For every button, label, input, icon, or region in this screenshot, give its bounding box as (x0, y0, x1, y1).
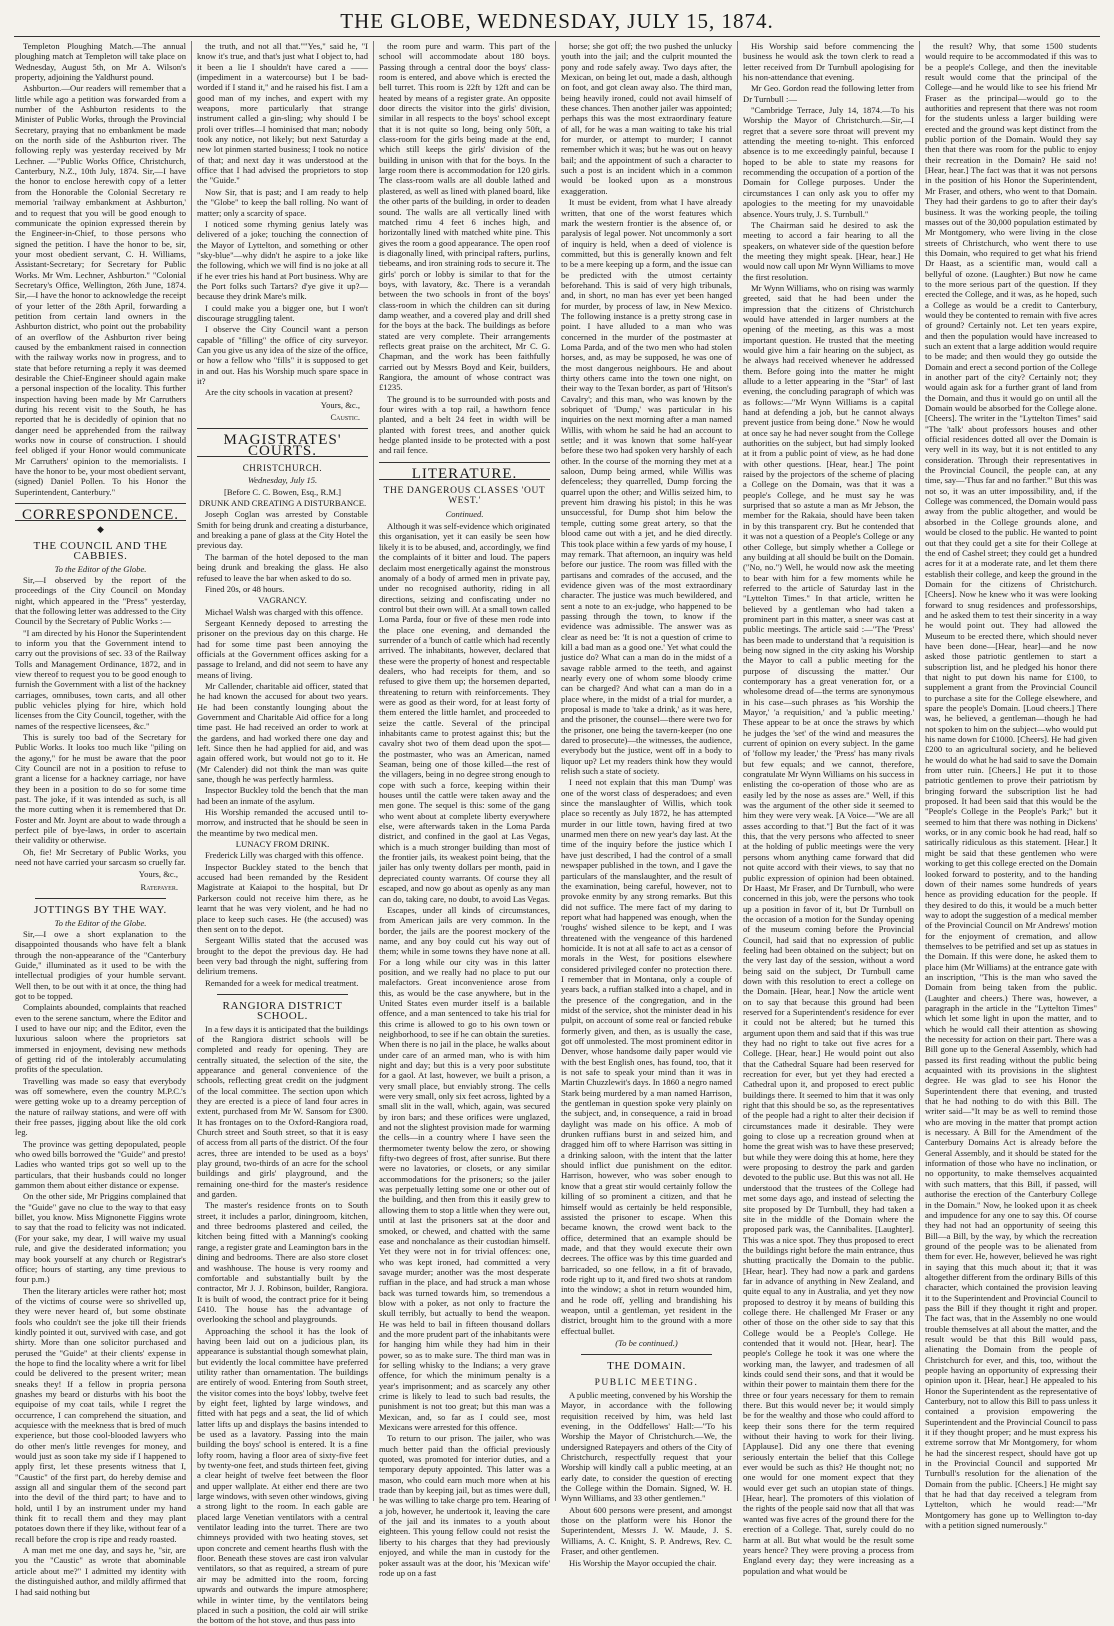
court-place: CHRISTCHURCH. (242, 463, 323, 474)
column-6 (920, 41, 1102, 1531)
divider (217, 994, 348, 995)
column-4 (556, 41, 738, 1568)
paragraph: In a few days it is anticipated that the buildings of the Rangiora district schools will be completed and ready for opening. They are centrally situated, the selection of the site, the appearance and general convenience of the schools, reflecting great credit on the judgment of the local committee. The section upon which they are erected is a piece of land four acres in extent, purchased from Mr W. Sansom for £300. It has frontages on to the Oxford-Rangiora road, Church street and South street, so that it is easy of access from all parts of the district. Of the four acres, three are intended to be used as a boys' play ground, two-thirds of an acre for the school buildings and girls' playground, and the remaining one-third for the master's residence and garden. (197, 1023, 368, 1200)
paragraph: His Worship said before commencing the business he would ask the town clerk to read a letter received from Dr Turnbull apologising for his non-attendance that evening. (743, 41, 914, 83)
column-1 (10, 41, 192, 1597)
court-before: [Before C. C. Bowen, Esq., R.M.] (224, 486, 341, 497)
letter-title: JOTTINGS BY THE WAY. (34, 904, 167, 917)
paragraph: Mr Wynn Williams, who on rising was warmly greeted, said that he had been under the impression that the citizens of Christchurch would have attended in larger numbers at the opening of the meeting, as this was a most important question. He trusted that the meeting would give him a fair hearing on the subject, as he always had received whenever he addressed them. Before going into the matter he might allude to a letter appearing in the "Star" of last evening, the concluding paragraph of which was as follows:—"Mr Wynn Williams is a capital hand at defending a job, but he cannot always prevent justice from being done." Now he would at once say he had never sought from the College authorities on the subject, but had simply looked at it from a public point of view, as he had done with other questions. [Hear, hear.] The point raised by the projectors of the scheme of placing a College on the Domain, was that it was a people's College, and he must say he was surprised that so astute a man as Mr Jebson, the member for the Rakaia, should have been taken in by this transparent cry. But he contended that it was not a question of a People's College or any other College, but simply whether a College or any building at all should be built on the Domain. ("No, no.") Well, he would now ask the meeting to bear with him for a few moments while he referred to the article of Saturday last in the "Lyttelton Times." In that article, written he believed by a gentleman who had taken a prominent part in this matter, a sneer was cast at public meetings. The article said :—"The 'Press' has been made to understand that 'a requisition is being now signed in the city asking his Worship the Mayor to call a public meeting for the purpose of discussing the matter.' Our contemporary has a great veneration for, or a wholesome dread of—the terms are synonymous in his case—such phrases as 'his Worship the Mayor,' 'a requisition,' and 'a public meeting.' These appear to be at once the straws by which he judges the 'set' of the wind and measures the current of opinion on every subject. In the game of 'follow my leader,' the 'Press' has many rivals but few equals; and we cannot, therefore, congratulate Mr Wynn Williams on his success in enlisting the co-operation of those who are as easily led by the nose as asses are." Well, if this was the argument of the other side it seemed to him they were very weak. [A Voice—"We are all asses according to that."] But the fact of it was this, that the very persons who affected to sneer at the holding of public meetings were the very persons whom anything came forward that did not quite accord with their views, to say that no public expression of opinion had been obtained. Dr Haast, Mr Fraser, and Dr Turnbull, who were concerned in this job, were the persons who took up a position in favor of it, but Dr Turnbull on the occasion of a motion for the Sunday opening of the museum coming before the Provincial Council, had said that no expression of public feeling had been obtained on the subject; but on the very last day of the session, without a word being said on the subject, Dr Turnbull came down with this resolution to erect a college on the Domain. [Hear, hear.] Now the article went on to say that because this ground had been reserved for a Superintendent's residence for ever it could not be altered; but he turned this argument upon them and said that if this was true they had no right to take out five acres for a College. [Hear, hear.] He would point out also that the Cathedral Square had been reserved for recreation for ever, but yet they had erected a Cathedral upon it, and proposed to erect public buildings there. It seemed to him that it was only right that this should be so, as the representatives of the people had a right to alter their decision if circumstances made it desirable. They were going to close up a recreation ground when at home the great wish was to have these preserved; but while they were doing this at home, here they were proposing to destroy the park and garden devoted to the public use. But this was not all. He understood that the trustees of the College had met some days ago, and instead of selecting the site proposed by Dr Turnbull, they had taken a site in the middle of the Domain where the proposed park was, the Cannibalites. [Laughter]. This was a nice spot. They thus proposed to erect the buildings right before the main entrance, thus shutting practically the Domain to the public. [Hear, hear]. They had now a park and gardens far in advance of anything in New Zealand, and quite equal to any in Australia, and yet they now proposed to destroy it by means of building this college there. He challenged Mr Fraser or any other of those on the other side to say that this College would be a People's College. He contended that it would not. [Hear, hear]. The people's College he took it was one where the working man, the lawyer, and tradesmen of all kinds could send their sons, and that it would be within their power to maintain them there for the three or four years necessary for them to remain there. But this would never be; it would simply be for the wealthy and those who could afford to keep their sons there for the term required without their having to work for their living. [Applause]. Did any one there that evening seriously entertain the belief that this College ever would be such as this? He thought not; no one would for one moment expect that they would ever get such an utopian state of things. [Hear, hear]. The promoters of this violation of the rights of the people said now that all that was wanted was five acres of the ground there for the erection of a College. That, surely could do no harm at all. But what would be the result some years hence? They were proving a process from England every day; they were increasing as a population and what would be (743, 282, 914, 1576)
paragraph: Sergeant Kennedy deposed to arresting the prisoner on the previous day on this charge. He had for some time past been annoying the officials at the Government offices asking for a passage to Ireland, and did not seem to have any means of living. (197, 617, 368, 680)
paragraph: Escapes, under all kinds of circumstances, from American jails are very common. In the border, the jails are the poorest mockery of the name, and any boy could cut his way out of them; while in some towns they have none at all. For a long while our city was in this latter position, and we really had no place to put our malefactors. Great inconvenience arose from this, as would be the case anywhere, but in the United States even murder itself is a bailable offence, and a man sentenced to take his trial for this crime is allowed to go to his own town or neighborhood, to see if he can obtain the sureties. When there is no jail in the place, he walks about under care of an armed man, who is with him night and day; but this is a very poor substitute for a gaol. At last, however, we built a prison, a very small place, but enviably strong. The cells were very small, only six feet across, lighted by a small slit in the wall, which, again, was secured by iron bars; and these orifices were unglazed, and not the slightest provision made for warming the cells—in a country where I have seen the thermometer twenty below the zero, or showing fifty-two degrees of frost, after sunrise. But there were no lavatories, or closets, or any similar accommodations for the prisoners; so the jailer was perpetually letting some one or other out of the building, and then from this it easily grew to allowing them to stop a little when they were out, until at last the prisoners sat at the door and smoked, or chewed, and chatted with the same ease and nonchalance as their custodian himself. Yet they were not in for trivial offences: one, who was kept ironed, had committed a very savage murder; another was the most desperate ruffian in the place, and had struck a man whose back was turned towards him, so tremendous a blow with a poker, as not only to fracture the skull terribly, but actually to bend the weapon. He was held to bail in fifteen thousand dollars and the more prudent part of the inhabitants were for hanging him while they had him in their power, so as to make sure. The third man was in for selling whisky to the Indians; a very grave offence, for which the minimum penalty is a year's imprisonment; and as scarcely any other crime is likely to lead to such bad results, the punishment is not too great; but this man was a Mexican, and, so far as I could see, most Mexicans were arrested for this offence. (379, 904, 550, 1433)
masthead: THE GLOBE, WEDNESDAY, JULY 15, 1874. (14, 6, 1100, 37)
section-heading-literature: LITERATURE. (379, 462, 550, 480)
paragraph: His Worship remanded the accused until to-morrow, and instructed that he should be seen in the meantime by two medical men. (197, 807, 368, 838)
paragraph: Sir,—I owe a short explanation to the disappointed thousands who have felt a blank through the non-appearance of the "Canterbury Guide," illuminated as it used to be with the intellectual prodigies of your humble servant. Well then, to be out with it at once, the thing had got to be topped. (15, 928, 186, 1001)
case-heading: LUNACY FROM DRINK. (235, 839, 330, 850)
paragraph: I noticed some rhyming genius lately was delivered of a joke; touching the connection of the Mayor of Lyttelton, and something or other "sky-blue"—why didn't he aspire to a joke like the following, which we will find is no joke at all if he ever tries his hand at Port business. Why are the Port folks such Tartars? d'ye give it up?—because they drink Mare's milk. (197, 218, 368, 302)
paragraph: The barman of the hotel deposed to the man being drunk and breaking the glass. He also refused to leave the bar when asked to do so. (197, 551, 368, 583)
divider (581, 1354, 712, 1355)
paragraph: I need not explain that this man 'Dump' was one of the worst class of desperadoes; and even since the manslaughter of Willis, which took place so recently as July 1872, he has attempted murder in our little town, having fired at two unarmed men there on new year's day last. At the time of the inquiry before the justice which I have just described, I had the control of a small newspaper published in the town, and I gave the particulars of the manslaughter, and the result of the examination, being careful, however, not to provoke enmity by any strong remarks. But this did not suffice. The mere fact of my daring to report what had happened was enough, when the 'roughs' wished silence to be kept, and I was threatened with the vengeance of this hardened homicide. It is not at all safe to act as a censor of morals in the West, for positions elsewhere considered privileged confer no protection there. I remember that in Montana, only a couple of years back, a ruffian stalked into a chapel, and in the presence of the congregation, and in the midst of the service, shot the minister dead in his pulpit, on account of some real or fancied rebuke formerly given, and then, as is usually the case, got off unmolested. The most prominent editor in Denver, whose handsome daily paper would vie with the best English ones, has found, too, that it is not safe to speak your mind than it was in Martin Chuzzlewit's days. In 1860 a negro named Stark being murdered by a man named Harrison, the gentleman in question spoke very plainly on the subject, and, in consequence, a raid in broad daylight was made on his office. A mob of drunken ruffians burst in and seized him, and dragged him off to where Harrison was sitting in a drinking saloon, with the intent that the latter should inflict due punishment on the editor. Harrison, however, who was sober enough to know that a great stir would certainly follow the killing of so prominent a citizen, and that he himself would as certainly be held responsible, assisted the prisoner to escape. When this became known, the crowd went back to the office, determined that an example should be made, and that they would execute their own decrees. The office was by this time guarded and barricaded, so one fellow, in a fit of bravado, rode right up to it, and fired two shots at random into the window; a shot in return wounded him, and he rode off, yelling and brandishing his weapon, until a gentleman, yet resident in the district, brought him to the ground with a more effectual bullet. (561, 777, 732, 1336)
paragraph: "I am directed by his Honor the Superintendent to inform you that the Government intend to carry out the provisions of sec. 33 of the Railway Tolls and Management Ordinance, 1872, and in view thereof to request you to be good enough to furnish the Government with a list of the hackney carriages, omnibuses, town carts, and all other public vehicles plying for hire, which hold licenses from the City Council, together, with the names of the respective licensees, &c." (15, 627, 186, 731)
paragraph: Sergeant Willis stated that the accused was brought to the depot the previous day. He had been very bad through the night, suffering from delirium tremens. (197, 935, 368, 977)
letter-salutation: To the Editor of the Globe. (54, 917, 147, 928)
paragraph: the room pure and warm. This part of the school will accommodate about 180 boys. Passing through a central door the boys' class-room is entered, and above which is erected the bell turret. This room is 22ft by 12ft and can be heated by means of a register grate. An opposite door directs the visitor into the girls' division, similar in all respects to the boys' school except that it is not quite so long, being only 50ft, a class-room for the girls being made at the end, which still keeps the girls' division of the building in unison with that for the boys. In the large room there is accommodation for 120 girls. The class-room walls are all double lathed and plastered, as well as lined with planed board, like the other parts of the building, in order to deaden sound. The walls are all vertically lined with matched rimu 4 feet 6 inches high, and horizontally lined with matched white pine. This gives the room a good appearance. The open roof is diagonally lined, with principal rafters, purlins, tiebeams, and iron straining rods to secure it. The girls' porch or lobby is similar to that for the boys, with lavatory, &c. There is a verandah between the two schools in front of the boys' class-room in which the children can sit during damp weather, and a covered play and drill shed for the boys at the back. The buildings as before stated are very complete. Their arrangements reflects great praise on the architect, Mr C. G. Chapman, and the work has been faithfully carried out by Messrs Boyd and Keir, builders, Rangiora, the amount of whose contract was £1235. (379, 41, 550, 393)
divider (35, 898, 166, 899)
paragraph: The Chairman said he desired to ask the meeting to accord a fair hearing to all the speakers, on whatever side of the question before the meeting they might speak. [Hear, hear.] He would now call upon Mr Wynn Williams to move the first resolution. (743, 219, 914, 282)
paragraph: horse; she got off; the two pushed the unlucky youth into the jail; and the culprit mounted the pony and rode safely away. Two days after, the Mexican, on being let out, made a dash, although on foot, and got clean away also. The third man, being heavily ironed, could not avail himself of these chances. Then another jailer was appointed; perhaps this was the most extraordinary feature of all, for he was a man waiting to take his trial for murder, or attempt to murder; I cannot remember which it was; but he was out on heavy bail; and the appointment of such a character to such a post is an incident which in a common would be looked upon as a monstrous exaggeration. (561, 41, 732, 196)
paragraph: I observe the City Council want a person capable of "filling" the office of city surveyor. Can you give us any idea of the size of the office, or how a fellow who "fills" it is supposed to get in and out. Has his Worship much spare space in it? (197, 324, 368, 386)
paragraph: Michael Walsh was charged with this offence. (205, 606, 364, 617)
paragraph: The ground is to be surrounded with posts and four wires with a top rail, a hawthorn fence planted, and a belt 24 feet in width will be planted with forest trees, and another quick hedge planted inside to be protected with a post and rail fence. (379, 393, 550, 456)
column-3 (374, 41, 556, 1578)
letter-salutation: To the Editor of the Globe. (54, 563, 147, 574)
paragraph: I could make you a bigger one, but I won't discourage struggling talent. (197, 302, 368, 323)
section-heading-magistrates: MAGISTRATES' COURTS. (197, 428, 368, 457)
paragraph: A man met me one day, and says he, "sir, are you the "Caustic" as wrote that abominable article about me?" I admitted my identity with the distinguished author, and mildly affirmed that I had said nothing but (15, 1545, 186, 1597)
paragraph: The master's residence fronts on to South street, it includes a parlor, diningroom, kitchen, and three bedrooms plastered and ceiled, the kitchen being fitted with a Manning's cooking range, a register grate and Leamington bars in the dining and bedrooms. There are also store closet and washhouse. The house is very roomy and comfortable and substantially built by the contractor, Mr J. J. Robinson, builder, Rangiora. It is built of wood, the contract price for it being £410. The house has the advantage of overlooking the school and playgrounds. (197, 1200, 368, 1325)
section-heading-correspondence: CORRESPONDENCE. (15, 503, 186, 521)
letter-title: THE COUNCIL AND THE CABBIES. (33, 539, 168, 563)
case-heading: VAGRANCY. (258, 595, 307, 606)
subheading-public-meeting: PUBLIC MEETING. (594, 1377, 699, 1388)
continued-label: Continued. (445, 508, 484, 519)
paragraph: Mr Geo. Gordon read the following letter from Dr Turnbull :— (743, 83, 914, 104)
ornament: ◆ (97, 524, 104, 535)
paragraph: Mr Callender, charitable aid officer, stated that he had known the accused for about two years. He had been constantly lounging about the Government and Charitable Aid office for a long time past. He had received an order to work at the gardens, and had worked there one day and left. Since then he had applied for aid, and was again offered work, but would not go to it. He (Mr Calender) did not think the man was quite sane, though he was perfectly harmless. (197, 680, 368, 785)
paragraph: This is surely too bad of the Secretary for Public Works. It looks too much like "piling on the agony," for he must be aware that the poor City Council are not in a position to refuse to grant a license for a hackney carriage, nor have they been in a position to do so for some time past. The joke, if it was intended as such, is all the more cutting when it is remembered that Dr. Foster and Mr. Joynt are about to wade through a perfect pile of bye-laws, in order to ascertain their validity or otherwise. (15, 732, 186, 846)
paragraph: Fined 20s, or 48 hours. (205, 583, 285, 594)
paragraph: Approaching the school it has the look of having been laid out on a judicious plan, its appearance is substantial though somewhat plain, but evidently the local committee have preferred utility rather than ornamentation. The buildings are entirely of wood. Entering from South street, the visitor comes into the boys' lobby, twelve feet by eight feet, lighted by large windows, and fitted with hat pegs and a seat, the lid of which latter lifts up and displays the basins intended to be used as a lavatory. Passing into the main building the boys' school is entered. It is a fine lofty room, having a floor area of sixty-five feet by twenty-one feet, and studs thirteen feet, giving a clear height of twelve feet between the floor and upper wallplate. At either end there are two large windows, with seven other windows, giving a strong light to the room. In each gable are placed large Venetian ventilators with a central ventilator leading into the turret. There are two chimneys provided with two heating stoves, set upon concrete and cement hearths flush with the floor. Beneath these stoves are cast iron valvular ventilators, so that as required, a stream of pure air may be admitted into the room, forcing upwards and outwards the impure atmosphere; while in winter time, by the ventilators being placed in such a position, the cold air will strike the bottom of the hot stove, and thus pass into (197, 1325, 368, 1626)
paragraph: A public meeting, convened by his Worship the Mayor, in accordance with the following requisition received by him, was held last evening, in the Oddfellows' Hall:—"To his Worship the Mayor of Christchurch.—We, the undersigned Ratepayers and others of the City of Christchurch, respectfully request that your Worship will kindly call a public meeting, at an early date, to consider the question of erecting the College within the Domain. Signed, W. H. Wynn Williams, and 33 other gentlemen." (561, 1390, 732, 1504)
paragraph: Although it was self-evidence which originated this organisation, yet it can easily be seen how likely it is to be abused, and, accordingly, we find the complaints of it bitter and loud. The papers declaim most energetically against the monstrous anomaly of a body of armed men in private pay, under no recognised authority, riding in all directions, seizing and confiscating under no control but their own will. At a small town called Loma Parda, four or five of these men rode into the place one evening, and demanded the surrender of a 'bunch of cattle which had recently arrived. The inhabitants, however, declared that these were the property of honest and respectable dealers, who had receipts for them, and so refused to give them up; the horsemen departed, threatening to return with reinforcements. They were as good as their word, for at least forty of them entered the little hamlet, and proceeded to seize the cattle. Several of the principal inhabitants came to protest against this; but the cavalry shot two of them dead upon the spot—the postmaster, who was an American, named Seaman, being one of those killed—the rest of the villagers, being in no degree strong enough to cope with such a force, keeping within their houses until the cattle were taken away and the men gone. The sequel is this: some of the gang who went about at complete liberty everywhere else, were afterwards taken in the Loma Parda district, and confined in the gaol at Las Vegas, which is a much stronger building than most of the frontier jails, its weakest point being, that the jailer has only twenty dollars per month, paid in depreciated county warrants. Of course they all escaped, and now go about as openly as any man can do, taking care, no doubt, to avoid Las Vegas. (379, 521, 550, 904)
signature: Caustic. (330, 412, 360, 423)
paragraph: Then the literary articles were rather hot; most of the victims of course were so shrivelled up, they were never heard of, but some obstinate fools who couldn't see the joke till their friends kindly pointed it out, survived with case, and got shirty. More than one solicitor purchased and perused the "Guide" at their clients' expense in the hope to find the locality where a writ for libel could be delivered to the present writer; mean sneaks they! If a fellow in propria persona gnashes my beard or disturbs with his boot the equipoise of my coat tails, while I regret the occurrence, I can comprehend the situation, and acquiesce with the meekness that is bred of much experience, but those cool-blooded lawyers who do other men's little revenges for money, and would just as soon take my side if I happened to apply first, let these presents witness that I, "Caustic" of the first part, do hereby demise and assign all and singular them of the second part into the devil of the third part; to have and to hold, until I by an instrument under my hand think fit to recall them and they may plant potatoes down there if they like, without fear of a recall before the crop is ripe and ready roasted. (15, 1285, 186, 1544)
paragraph: Ashburton.—Our readers will remember that a little while ago a petition was forwarded from a number of the Ashburton residents to the Minister of Public Works, through the Provincial Secretary, praying that no embankment be made on the north side of the Ashburton river. The following reply was yesterday received by Mr Lechner. —"Public Works Office, Christchurch, Canterbury, N.Z., 10th July, 1874. Sir,—I have the honor to enclose herewith copy of a letter from the Honorable the Colonial Secretary re memorial 'railway embankment at Ashburton,' and to request that you will be good enough to communicate the opinion expressed therein by the Engineer-in-Chief, to those persons who signed the petition. I have the honor to be, sir, your most obedient servant, C. H. Williams, Assistant-Secretary; for Secretary for Public Works. Mr Wm. Lechner, Ashburton." "Colonial Secretary's Office, Wellington, 26th June, 1874. Sir,—I have the honor to acknowledge the receipt of your letter of the 28th April, forwarding a petition from certain land owners in the Ashburton district, who point out the probability of an overflow of the Ashburton river being caused by the embankment raised in connection with the railway works now in progress, and to state that before returning a reply it was deemed desirable the Chief-Engineer should again make a personal inspection of the locality. This further inspection having been made by Mr Carruthers during his recent visit to the South, he has reported that he is decidedly of opinion that no danger need be apprehended from the railway works now in course of construction. I should feel obliged if your Honor would communicate Mr Carruthers' opinion to the memorialists. I have the honor to be, your most obedient servant, (signed) Daniel Pollen. To his Honor the Superintendent, Canterbury." (15, 83, 186, 497)
paragraph: Sir,—I observed by the report of the proceedings of the City Council on Monday night, which appeared in the "Press" yesterday, that the following letter was addressed to the City Council by the Secretary of Public Works :— (15, 574, 186, 627)
paragraph: the result? Why, that some 1500 students would require to be accommodated if this was to be a people's College, and then the inevitable result would come that the principal of the College—and he would like to see his friend Mr Fraser as the principal—would go to the authorities and represent that there was not room for the students unless a larger building were erected and the ground was kept distinct from the public portion of the Domain. Would they say then that there was room for the public to enjoy their recreation in the Domain? He said no! [Hear, hear.] The fact was that it was not persons in the position of his Honor the Superintendent, Mr Fraser, and others, who went to that Domain. They had their gardens to go to after their day's business. It was the working people, the toiling masses out of the 30,000 population estimated by Mr Montgomery, who were living in the close streets of Christchurch, who went there to use this Domain, who required to get what his friend Dr Haast, as a scientific man, would call a bellyful of ozone. (Laughter.) But now he came to the more serious part of the question. If they erected the College, and it was, as he hoped, such a College as would be a credit to Canterbury, would they be contented to remain with five acres of ground? Certainly not. Let ten years expire, and then the population would have increased to such an extent that a large addition would require to be made; and then would they go outside the Domain and erect a second portion of the College in another part of the city? Certainly not; they would again ask for a further grant of land from the Domain, and thus it would go on until all the Domain would be absorbed for the College alone. [Cheers]. The writer in the "Lyttelton Times" said "The 'talk' about professors houses and other official residences dotted all over the Domain is very well in its way, but it is not entitled to any consideration. Through their representatives in the Provincial Council, the people can, at any time, say—'Thus far and no farther.'" But this was not so, it was an utter impossibility, and, if the College was commenced, the Domain would pass away from the public altogether, and would be absorbed in the College grounds alone, and would be closed to the public. He wanted to point out that they could get a site for their College at the end of Cashel street; they could get a hundred acres for it at a moderate rate, and let them there establish their college, and keep the ground in the Domain for the citizens of Christchurch. [Cheers]. Now he knew who it was were looking forward to snug residences and professorships, and he asked them to test their sincerity in a way he would point out. They had allowed the Museum to be erected there, which should never have been done—[Hear, hear]—and he now asked those patriotic gentlemen to start a subscription list, and he pledged his honor there that night to put down his name for £100, to supplement a grant from the Provincial Council to purchase a site for the College elsewhere, and spare the people's Domain. [Loud cheers.] There was, he believed, a gentleman—though he had not spoken to him on the subject—who would put his name down for £1000. [Cheers]. He had given £200 to an agricultural society, and he believed he would do what he had said to save the Domain from utter ruin. [Cheers.] He put it to those patriotic gentlemen to prove their patriotism by bringing forward the subscription list he had proposed. It had been said that this would be the "People's College in the People's Park;" but it seemed to him that there was nothing in Dickens' works, or in any comic book he had read, half so satirically ridiculous as this statement. [Hear.] It might be said that these gentlemen who were working to get this college erected on the Domain looked forward to posterity, and to the handing down of their names some hundreds of years hence as providing education for the people. If they desired to do this, it would be a much better way to adopt the suggestion of a medical member of the Provincial Council on Mr Andrews' motion for the enjoyment of cremation, and allow themselves to be petrified and set up as statues in the Domain. If this were done, he asked them to place him (Mr Williams) at the entrance gate with an inscription, "This is the man who saved the Domain from being taken from the public. (Laughter and cheers.) There was, however, a paragraph in the article in the "Lyttelton Times" which let some light in upon the matter, and to which he would call their attention as showing the necessity for action on their part. There was a Bill gone up to the General Assembly, which had passed its first reading without the public being acquainted with its provisions in the slightest degree. He was glad to see his Honor the Superintendent there that evening, and trusted that he had nothing to do with this Bill. The writer said—"It may be as well to remind those who are moving in the matter that prompt action is necessary. A Bill for the Amendment of the Canterbury Domains Act is already before the General Assembly, and it should be stated for the information of those who have no inclination, or no opportunity, to make themselves acquainted with such matters, that this Bill, if passed, will authorise the erection of the Canterbury College in the Domain." Now, he looked upon it as cheek and impudence for any one to say this. Of course they had not had an opportunity of seeing this Bill—a Bill, by the way, by which the recreation ground of the people was to be alienated from them for ever. He, however, believed he was right in saying that this much about it; that it was altogether different from the ordinary Bills of this character, which contained the provision leaving it to the Superintendent and Provincial Council to pass the Bill if they thought it right and proper. The fact was, that in the Assembly no one would trouble themselves at all about the matter, and the result would be that this Bill would pass, alienating the Domain from the people of Christchurch for ever, and this, too, without the people having an opportunity of expressing their opinion upon it. [Hear, hear.] He appealed to his Honor the Superintendent as the representative of Canterbury, not to allow this Bill to pass unless it contained a provision empowering the Superintendent and the Provincial Council to pass it if they thought proper; and he must express his extreme sorrow that Mr Montgomery, for whom he had the sincerest respect, should have got up in the Provincial Council and supported Mr Turnbull's resolution for the alienation of the Domain from the public. [Cheers.] He might say that he had that day received a telegram from Lyttelton, which he would read:—"Mr Montgomery has gone up to Wellington to-day with a petition signed numerously." (925, 41, 1097, 1531)
paragraph: About 600 persons were present, and amongst those on the platform were his Honor the Superintendent, Messrs J. W. Maude, J. S. Williams, A. C. Knight, S. P. Andrews, Rev. C. Fraser, and other gentlemen. (561, 1504, 732, 1557)
to-be-continued: (To be continued.) (615, 1337, 678, 1348)
paragraph: Joseph Coglan was arrested by Constable Smith for being drunk and creating a disturbance, and breaking a pane of glass at the City Hotel the previous day. (197, 509, 368, 551)
paragraph: the truth, and not all that.""Yes," said he, "I know it's true, and that's just what I object to, had it been a lie I shouldn't have cared a ——(impediment in a watercourse) but I be bad-worded if I stand it," and he raised his fist. I am a good man of my inches, and expert with my weapons, more particularly that strange instrument called a gin-sling; why should I be proli over trifles—I hominised that man; nobody took any notice, not likely; but next Saturday a new lot pinmen started business; I took no notice of that; and next day it was understood at the office that I had advised the proprietors to stop the "Guide." (197, 41, 368, 186)
article-title: THE DANGEROUS CLASSES 'OUT WEST.' (383, 486, 546, 507)
signature-line: Yours, &c., (320, 399, 360, 410)
paragraph: Now Sir, that is past; and I am ready to help the "Globe" to keep the ball rolling. No want of matter; only a scarcity of space. (197, 186, 368, 218)
paragraph: Complaints abounded, complaints that reached even to the serene sanctum, where the Editor and I used to have our nip; and the Editor, even the luxurious saloon where the proprietors sat immersed in enjoyment, devising new methods of getting rid of the intolerably accumulating profits of the speculation. (15, 1002, 186, 1075)
case-heading: DRUNK AND CREATING A DISTURBANCE. (198, 498, 367, 509)
paragraph: Frederick Lilly was charged with this offence. (205, 850, 364, 861)
paragraph: Templeton Ploughing Match.—The annual ploughing match at Templeton will take place on Wednesday, August 5th, on Mr A. Wilson's property, adjoining the Yaldhurst pound. (15, 41, 186, 83)
columns (10, 41, 1104, 1626)
section-heading-rangiora: RANGIORA DISTRICT SCHOOL. (222, 999, 343, 1023)
paragraph: Are the city schools in vacation at present? (205, 387, 353, 398)
paragraph: Oh, fie! Mr Secretary of Public Works, you need not have carried your sarcasm so cruelly far. (15, 846, 186, 868)
section-heading-domain: THE DOMAIN. (607, 1360, 686, 1373)
paragraph: Travelling was made so easy that everybody was off somewhere, even the country M.P.C.'s were getting woke up to a dreamy perception of the nature of railway stations, and were off with their free passes, jigging about like the old cork leg. (15, 1075, 186, 1138)
paragraph: On the other side, Mr Priggins complained that the "Guide" gave no clue to the way to that easy billet, you know. Miss Mignonette Figgins wrote to say that the road to felicity was not indicated. (For your sake, my dear, I will waive my usual rule, and give the desiderated information; you may book yourself at any church or Registrar's office; hours of starting, any time previous to four p.m.) (15, 1191, 186, 1285)
signature-line: Yours, &c., (138, 869, 178, 880)
paragraph: To return to our prison. The jailer, who was much better paid than the official previously quoted, was promoted for interior duties, and a temporary deputy appointed. This latter was a mason, who could earn much more when at his trade than by keeping jail, but as times were dull, he was willing to take charge pro tem. Hearing of a job, however, he undertook it, leaving the care of the jail and its inmates to a youth about eighteen. This young fellow could not resist the liberty to his charges that they had previously enjoyed, and while the man in custody for the poker assault was at the door, his 'Mexican wife' rode up on a fast (379, 1433, 550, 1578)
court-date: Wednesday, July 15. (247, 475, 318, 486)
paragraph: His Worship the Mayor occupied the chair. (569, 1557, 717, 1568)
paragraph: Inspector Buckley told the bench that the man had been an inmate of the asylum. (197, 785, 368, 806)
paragraph: "Cambridge Terrace, July 14, 1874.—To his Worship the Mayor of Christchurch.—Sir,—I regret that a severe sore throat will prevent my attending the meeting to-night. This enforced absence is to me exceedingly painful, because I hoped to be able to state my reasons for recommending the occupation of a portion of the Domain for College purposes. Under the circumstances I can only ask you to offer my apologies to the meeting for my unavoidable absence. Yours truly, J. S. Turnbull." (743, 105, 914, 219)
paragraph: The province was getting depopulated, people who owed bills borrowed the "Guide" and presto! Ladies who wanted trips got so well up to the particulars, that their husbands could no longer gammon them about either distance or expense. (15, 1138, 186, 1191)
paragraph: Inspector Buckley stated to the bench that accused had been remanded by the Resident Magistrate at Kaiapoi to the hospital, but Dr Parkerson could not receive him there, as he learnt that he was very violent, and he had no place to keep such cases. He (the accused) was then sent on to the depot. (197, 861, 368, 934)
paragraph: Remanded for a week for medical treatment. (205, 977, 359, 988)
paragraph: It must be evident, from what I have already written, that one of the worst features which mark the western frontier is the absence of, or paralysis of legal power. Not uncommonly a sort of inquiry is held, when a deed of violence is committed, but this is generally known and felt to be a mere keeping up a form, and the issue can be predicted with the utmost certainty beforehand. This is said of very high tribunals, and, in short, no man has ever yet been hanged for murder, by process of law, in New Mexico. The following instance is a pretty strong case in point. I have alluded to a man who was concerned in the murder of the postmaster at Loma Parda, and of the two men who had stolen horses, and, as may be supposed, he was one of the most dangerous neighbours. He and about thirty others came into the town one night, on their way to the Texan border, as part of 'Hitson's Cavalry'; and this man, who was known by the sobriquet of 'Dump,' was particular in his inquiries on the next morning after a man named Willis, with whom he said he had an account to settle; and it was known that some half-year before these two had spoken very harshly of each other. In the course of the morning they met at a saloon, Dump being armed, while Willis was defenceless; they quarrelled, Dump forcing the quarrel upon the other; and Willis seized him, to prevent him drawing his pistol; in this he was unsuccessful, for Dump shot him below the temple, cutting some great artery, so that the blood came out with a jet, and he died directly. This took place within a few yards of my house, I may remark. That afternoon, an inquiry was held before our justice. The room was filled with the partisans and comrades of the accused, and the evidence given was of the most extraordinary character. The justice was much bewildered, and sent a note to an ex-judge, who happened to be passing through the town, to know if the evidence was admissible. The answer was as clear as need be: 'It is not a question of crime to kill a bad man as a good one.' Yet what could the justice do? What can a man do in the midst of a savage rabble armed to the teeth, and against nearly every one of whom some bloody crime can be charged? And what can a man do in a place where, in the midst of a trial for murder, a proposal is made to 'take a drink,' as it was here, and the prisoner, the counsel—there were two for the prisoner, one being the tavern-keeper (no one dared to prosecute)—the witnesses, the audience, everybody but the justice, went off in a body to liquor up? Let my readers think how they would relish such a state of society. (561, 197, 732, 777)
column-5 (738, 41, 920, 1576)
signature: Ratepayer. (140, 881, 178, 892)
column-2 (192, 41, 374, 1626)
